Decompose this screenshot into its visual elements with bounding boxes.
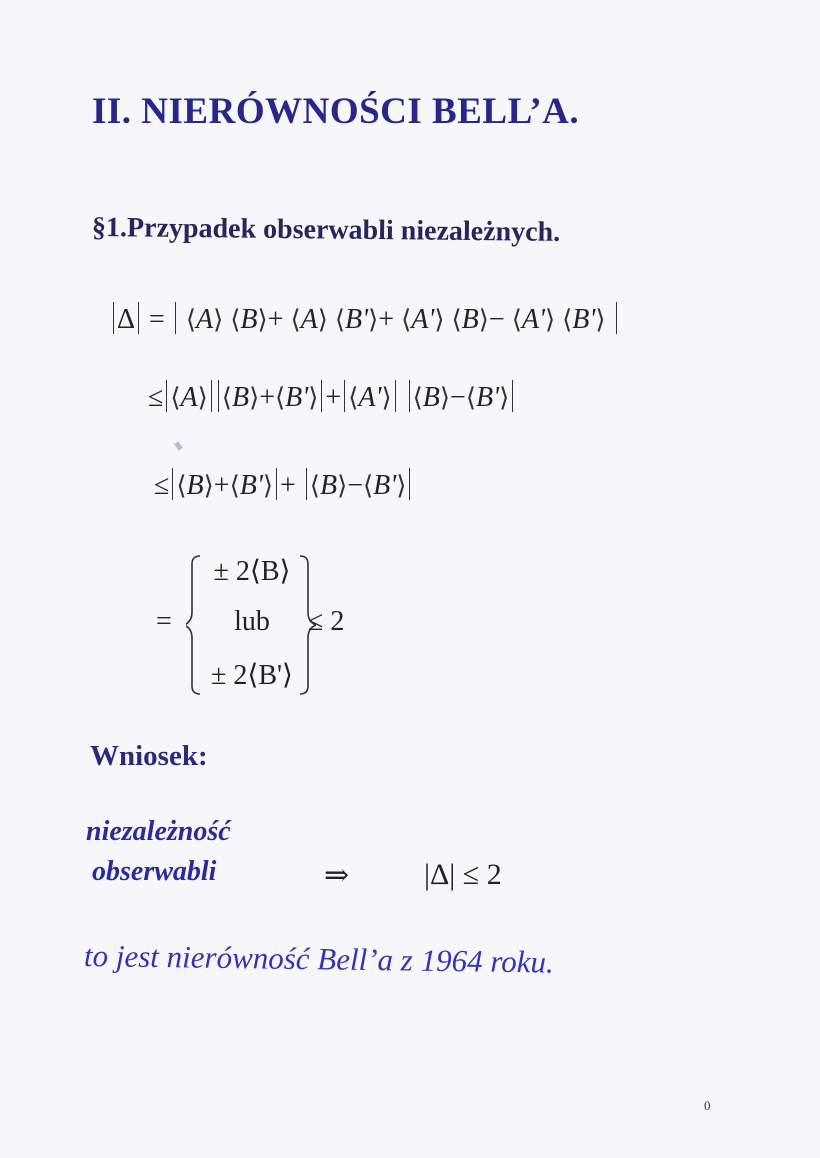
page-title: II. NIERÓWNOŚCI BELL’A. <box>92 91 580 132</box>
section-heading: §1.Przypadek obserwabli niezależnych. <box>91 212 561 248</box>
equation-line-3: ≤ ⟨B⟩+⟨B'⟩ + ⟨B⟩−⟨B'⟩ <box>154 468 413 502</box>
cases-bound: ≤ 2 <box>308 606 345 637</box>
case-line-1: ± 2⟨B⟩ <box>213 556 291 587</box>
cases-equals: = <box>156 606 172 637</box>
premise-line-1: niezależność <box>86 816 231 847</box>
equation-line-2: ≤ ⟨A⟩ ⟨B⟩+⟨B'⟩ + ⟨A'⟩ ⟨B⟩−⟨B'⟩ <box>148 380 516 414</box>
equation-line-1: Δ = ⟨A⟩ ⟨B⟩+ ⟨A⟩ ⟨B'⟩+ ⟨A'⟩ ⟨B⟩− ⟨A'⟩ ⟨B'⟩ <box>110 302 620 336</box>
result-inequality: |Δ| ≤ 2 <box>424 858 502 891</box>
implies-arrow: ⇒ <box>324 859 350 892</box>
case-line-2: lub <box>234 606 270 637</box>
page-number: 0 <box>704 1098 711 1113</box>
case-line-3: ± 2⟨B'⟩ <box>211 660 293 691</box>
premise-line-2: obserwabli <box>92 856 217 887</box>
conclusion-label: Wniosek: <box>90 740 208 772</box>
final-note: to jest nierówność Bell’a z 1964 roku. <box>83 938 555 980</box>
scan-mark <box>174 441 183 450</box>
cases-block <box>186 552 316 698</box>
